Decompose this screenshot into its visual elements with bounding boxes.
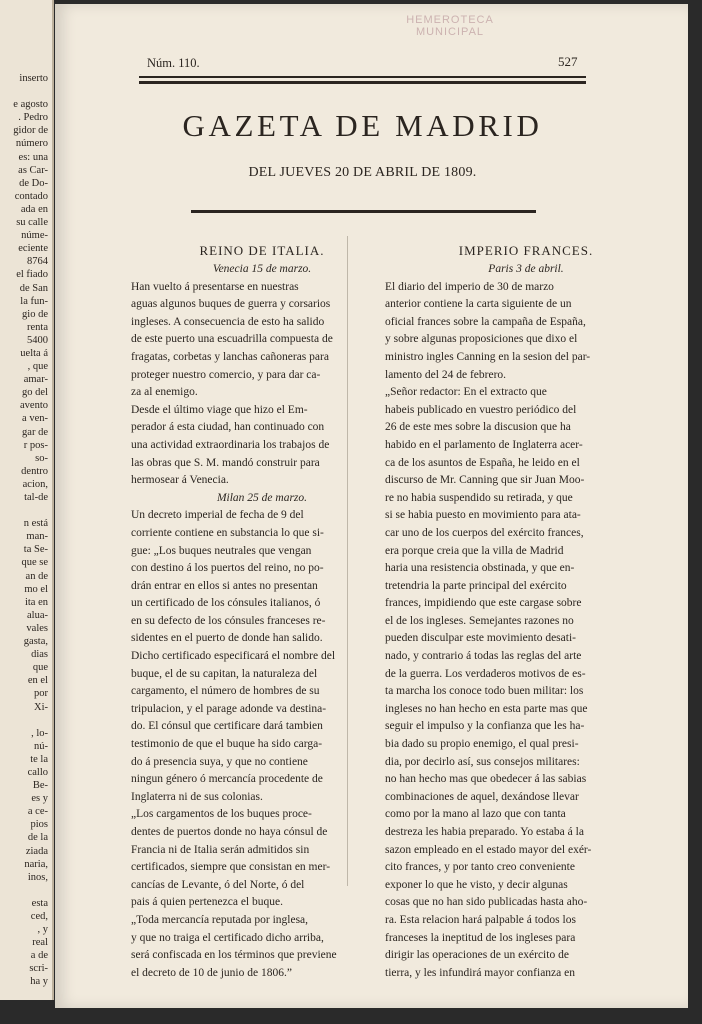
facing-page-fragment: dias bbox=[31, 649, 48, 661]
text-line: ingleses no han hecho en esta parte mas que bbox=[385, 702, 588, 715]
text-line: oficial frances sobre la campaña de España, bbox=[385, 315, 586, 328]
facing-page-fragment: por bbox=[34, 688, 48, 700]
text-line: ca de los asuntos de España, he leido en el bbox=[385, 456, 580, 469]
text-line: lamento del 24 de febrero. bbox=[385, 368, 507, 381]
dateline: Paris 3 de abril. bbox=[488, 263, 564, 275]
text-line: Dicho certificado especificará el nombre del bbox=[131, 650, 336, 663]
facing-page-fragment: que bbox=[32, 662, 48, 674]
facing-page-fragment: de Do- bbox=[19, 177, 48, 189]
text-line: corriente contiene en substancia lo que si- bbox=[131, 526, 324, 539]
facing-page-fragment: 5400 bbox=[27, 334, 48, 346]
text-line: perador á esta ciudad, han continuado con bbox=[131, 421, 325, 434]
article-body bbox=[131, 507, 393, 982]
text-line: hermosear á Venecia. bbox=[131, 474, 229, 487]
dateline: Milan 25 de marzo. bbox=[216, 491, 308, 504]
text-line: Han vuelto á presentarse en nuestras bbox=[131, 280, 299, 293]
facing-page-fragment: ta Se- bbox=[23, 544, 48, 556]
facing-page-fragment: renta bbox=[27, 321, 48, 333]
text-line: nado, y contrario á todas las reglas del arte bbox=[385, 650, 582, 663]
text-line: buque, el de su capitan, la naturaleza del bbox=[131, 667, 318, 680]
facing-page-fragment: Xi- bbox=[34, 701, 48, 713]
facing-page-fragment: an de bbox=[25, 570, 48, 582]
facing-page-fragment: acion, bbox=[22, 478, 48, 490]
facing-page-fragment: . Pedro bbox=[18, 112, 48, 124]
facing-page-fragment: callo bbox=[27, 766, 48, 778]
facing-page-fragment: inos, bbox=[27, 871, 48, 883]
text-line: discurso de Mr. Canning que sir Juan Moo- bbox=[385, 474, 585, 487]
text-line: combinaciones de aquel, dexándose llevar bbox=[385, 790, 579, 803]
facing-page-fragment: Be- bbox=[32, 780, 48, 792]
text-line: en su defecto de los cónsules franceses re- bbox=[131, 614, 326, 627]
text-line: pueden disculpar este movimiento desati- bbox=[385, 632, 576, 645]
text-line: sidentes en el puerto de donde han salido. bbox=[131, 632, 323, 645]
facing-page-fragment: esta bbox=[31, 897, 48, 909]
text-line: car uno de los cuerpos del exército frances, bbox=[385, 526, 584, 539]
text-line: gue: „Los buques neutrales que vengan bbox=[131, 544, 312, 557]
text-line: tretendria la parte principal del exército bbox=[385, 579, 567, 592]
facing-page-fragment: su calle bbox=[16, 217, 48, 229]
facing-page-fragment: que se bbox=[21, 557, 48, 569]
text-line: 26 de este mes sobre la discusion que ha bbox=[385, 421, 571, 434]
facing-page-fragment: gasta, bbox=[23, 636, 48, 648]
facing-page-fragment: de San bbox=[19, 282, 48, 294]
header-double-rule bbox=[139, 76, 586, 84]
text-line: „Señor redactor: En el extracto que bbox=[385, 386, 547, 399]
facing-page-fragment: contado bbox=[14, 190, 48, 202]
section-heading: IMPERIO FRANCES. bbox=[458, 243, 594, 258]
issue-number: Núm. 110. bbox=[147, 56, 200, 70]
text-line: ta marcha los conoce todo buen militar: los bbox=[385, 685, 584, 698]
masthead-title: GAZETA DE MADRID bbox=[182, 108, 543, 143]
text-line: y que no traiga el certificado dicho arriba, bbox=[131, 931, 324, 944]
text-line: do á presencia suya, y que no contiene bbox=[131, 755, 308, 768]
facing-page-fragment: as Car- bbox=[18, 164, 48, 176]
facing-page-fragment bbox=[0, 85, 48, 98]
text-line: bia dado su propio enemigo, el qual presi- bbox=[385, 738, 579, 751]
text-line: Un decreto imperial de fecha de 9 del bbox=[131, 509, 304, 522]
facing-page-fragment: ziada bbox=[25, 845, 48, 857]
facing-page-fragment: dentro bbox=[21, 465, 48, 477]
facing-page-fragment: , que bbox=[27, 361, 48, 373]
text-line: el decreto de 10 de junio de 1806.” bbox=[131, 966, 292, 979]
text-line: cancías de Levante, ó del Norte, ó del bbox=[131, 878, 305, 891]
library-stamp bbox=[355, 14, 545, 38]
facing-page-fragment: a de bbox=[30, 950, 48, 962]
text-line: dentes de puertos donde no haya cónsul de bbox=[131, 826, 328, 838]
facing-page-fragment: scri- bbox=[29, 963, 48, 975]
text-line: do. El cónsul que certificare dará tambien bbox=[131, 720, 323, 733]
text-line: sazon empleado en el estado mayor del exér- bbox=[385, 843, 592, 856]
right-column bbox=[385, 240, 667, 982]
text-line: cito frances, y por tanto creo conveniente bbox=[385, 861, 575, 874]
left-column bbox=[131, 240, 393, 982]
facing-page-fragment: núme- bbox=[21, 230, 48, 242]
text-line: el de los ingleses. Semejantes razones no bbox=[385, 614, 574, 627]
text-line: las obras que S. M. mandó construir para bbox=[131, 456, 320, 469]
text-line: una actividad extraordinaria los trabajos de bbox=[131, 438, 330, 451]
facing-page-fragment: a ce- bbox=[27, 806, 48, 818]
text-line: habeis publicado en vuestro periódico del bbox=[385, 403, 577, 416]
text-line: exponer lo que he visto, y decir algunas bbox=[385, 878, 568, 891]
facing-page-fragment: gidor de bbox=[13, 125, 48, 137]
facing-page-fragment: alua- bbox=[27, 609, 48, 621]
facing-page-fragment: pios bbox=[30, 819, 48, 831]
dateline: Venecia 15 de marzo. bbox=[212, 263, 312, 275]
text-line: drán entrar en ellos si antes no presentan bbox=[131, 579, 318, 592]
facing-page-fragment: nú- bbox=[34, 740, 48, 752]
text-line: aguas algunos buques de guerra y corsarios bbox=[131, 298, 331, 311]
facing-page-fragment: man- bbox=[26, 531, 48, 543]
text-line: de la guerra. Los verdaderos motivos de es- bbox=[385, 667, 586, 680]
facing-page-edge bbox=[0, 0, 54, 1000]
text-line: anterior contiene la carta siguiente de un bbox=[385, 298, 572, 311]
text-line: con destino á los puertos del reino, no po- bbox=[131, 562, 324, 575]
facing-page-fragment: , y bbox=[37, 924, 48, 936]
facing-page-fragment bbox=[0, 504, 48, 517]
facing-page-fragment: es: una bbox=[18, 151, 48, 163]
text-line: será confiscada en los términos que previene bbox=[131, 949, 337, 962]
facing-page-fragment: ada en bbox=[20, 203, 48, 215]
stamp-line: HEMEROTECA bbox=[406, 14, 494, 26]
text-line: haria una resistencia obstinada, y que en- bbox=[385, 562, 575, 575]
facing-page-fragment: amar- bbox=[23, 374, 48, 386]
facing-page-fragment: de la bbox=[27, 832, 48, 844]
text-line: ministro ingles Canning en la sesion del par- bbox=[385, 350, 591, 363]
article-body bbox=[131, 279, 393, 490]
text-line: Francia ni de Italia serán admitidos sin bbox=[131, 843, 310, 856]
facing-page-fragment bbox=[0, 884, 48, 897]
facing-page-fragment: naria, bbox=[24, 858, 48, 870]
text-line: testimonio de que el buque ha sido carga- bbox=[131, 738, 323, 751]
facing-page-fragment: e agosto bbox=[13, 99, 48, 111]
page-number: 527 bbox=[558, 54, 578, 69]
facing-page-fragment: inserto bbox=[19, 73, 48, 84]
facing-page-fragment: número bbox=[15, 138, 48, 150]
text-line: tierra, y les infundirá mayor confianza en bbox=[385, 966, 575, 979]
text-line: El diario del imperio de 30 de marzo bbox=[385, 280, 554, 293]
facing-page-fragment bbox=[0, 714, 48, 727]
text-line: tripulacion, y el parage adonde va destina- bbox=[131, 702, 327, 715]
masthead-rule bbox=[191, 210, 536, 213]
facing-page-fragment: ita en bbox=[24, 596, 48, 608]
text-line: seguir el impulso y la confianza que les ha- bbox=[385, 720, 585, 733]
text-line: „Los cargamentos de los buques proce- bbox=[131, 808, 312, 821]
facing-page-fragment: 8764 bbox=[27, 256, 48, 268]
text-line: „Toda mercancía reputada por inglesa, bbox=[131, 913, 309, 926]
facing-page-fragment: , lo- bbox=[31, 727, 48, 739]
text-line: proteger nuestro comercio, y para dar ca- bbox=[131, 368, 321, 381]
text-line: pais á quien pertenezca el buque. bbox=[131, 896, 283, 909]
text-line: Desde el último viage que hizo el Em- bbox=[131, 403, 308, 416]
article-body bbox=[385, 279, 667, 983]
facing-page-fragment: so- bbox=[35, 452, 48, 464]
text-line: fragatas, corbetas y lanchas cañoneras para bbox=[131, 350, 329, 363]
text-line: si se habia puesto en movimiento para ata- bbox=[385, 509, 581, 522]
text-line: era porque creia que la villa de Madrid bbox=[385, 544, 564, 557]
facing-page-fragment: tal-de bbox=[24, 492, 48, 503]
text-line: y sobre algunas proposiciones que dixo el bbox=[385, 333, 578, 346]
facing-page-text bbox=[0, 72, 52, 989]
facing-page-fragment: avento bbox=[20, 400, 48, 412]
text-line: certificados, siempre que consistan en mer- bbox=[131, 861, 331, 874]
facing-page-fragment: es y bbox=[31, 793, 48, 805]
text-line: ra. Esta relacion hará palpable á todos los bbox=[385, 913, 576, 926]
facing-page-fragment: vales bbox=[26, 622, 48, 634]
facing-page-fragment: uelta á bbox=[20, 347, 48, 359]
newspaper-page bbox=[55, 4, 688, 1008]
facing-page-fragment: ced, bbox=[30, 911, 48, 922]
text-line: de este puerto una escuadrilla compuesta de bbox=[131, 333, 333, 346]
text-line: re no habia suspendido su retirada, y que bbox=[385, 491, 573, 504]
facing-page-fragment: mo el bbox=[24, 583, 48, 595]
facing-page-fragment: el fiado bbox=[16, 269, 48, 281]
text-line: cargamento, el número de hombres de su bbox=[131, 685, 320, 698]
text-line: za al enemigo. bbox=[131, 386, 198, 399]
facing-page-fragment: te la bbox=[30, 753, 48, 765]
text-line: habido en el parlamento de Inglaterra acer- bbox=[385, 438, 583, 451]
stamp-line: MUNICIPAL bbox=[415, 26, 485, 38]
facing-page-fragment: gio de bbox=[22, 308, 48, 320]
section-heading: REINO DE ITALIA. bbox=[199, 243, 325, 258]
facing-page-fragment: a ven- bbox=[22, 413, 48, 425]
text-line: franceses la ineptitud de los ingleses para bbox=[385, 931, 576, 944]
facing-page-fragment: ha y bbox=[30, 976, 48, 988]
facing-page-fragment: r pos- bbox=[23, 439, 48, 451]
facing-page-fragment: en el bbox=[27, 675, 48, 687]
facing-page-fragment: la fun- bbox=[20, 295, 48, 307]
facing-page-fragment: n está bbox=[23, 518, 48, 530]
text-line: dirigir las operaciones de un exército de bbox=[385, 949, 569, 962]
text-line: destreza les habia preparado. Yo estaba á la bbox=[385, 826, 584, 838]
text-line: ingleses. A consecuencia de esto ha salido bbox=[131, 315, 325, 328]
facing-page-fragment: real bbox=[32, 937, 48, 949]
facing-page-fragment: gar de bbox=[22, 426, 48, 438]
facing-page-fragment: go del bbox=[22, 387, 48, 399]
text-line: dia, por decirlo así, sus consejos militares: bbox=[385, 755, 580, 768]
facing-page-fragment: eciente bbox=[18, 243, 48, 255]
text-line: cosas que no han sido publicadas hasta aho- bbox=[385, 896, 588, 909]
text-line: como por la mano al lazo que con tanta bbox=[385, 808, 566, 821]
text-line: ningun género ó mercancía procedente de bbox=[131, 773, 323, 786]
text-line: frances, impidiendo que este cargase sobre bbox=[385, 597, 582, 610]
text-line: Inglaterra ni de sus colonias. bbox=[131, 790, 263, 803]
masthead-date: DEL JUEVES 20 DE ABRIL DE 1809. bbox=[248, 165, 477, 180]
text-line: un certificado de los cónsules italianos, ó bbox=[131, 597, 321, 610]
text-line: no han hecho mas que obedecer á las sabias bbox=[385, 773, 587, 786]
